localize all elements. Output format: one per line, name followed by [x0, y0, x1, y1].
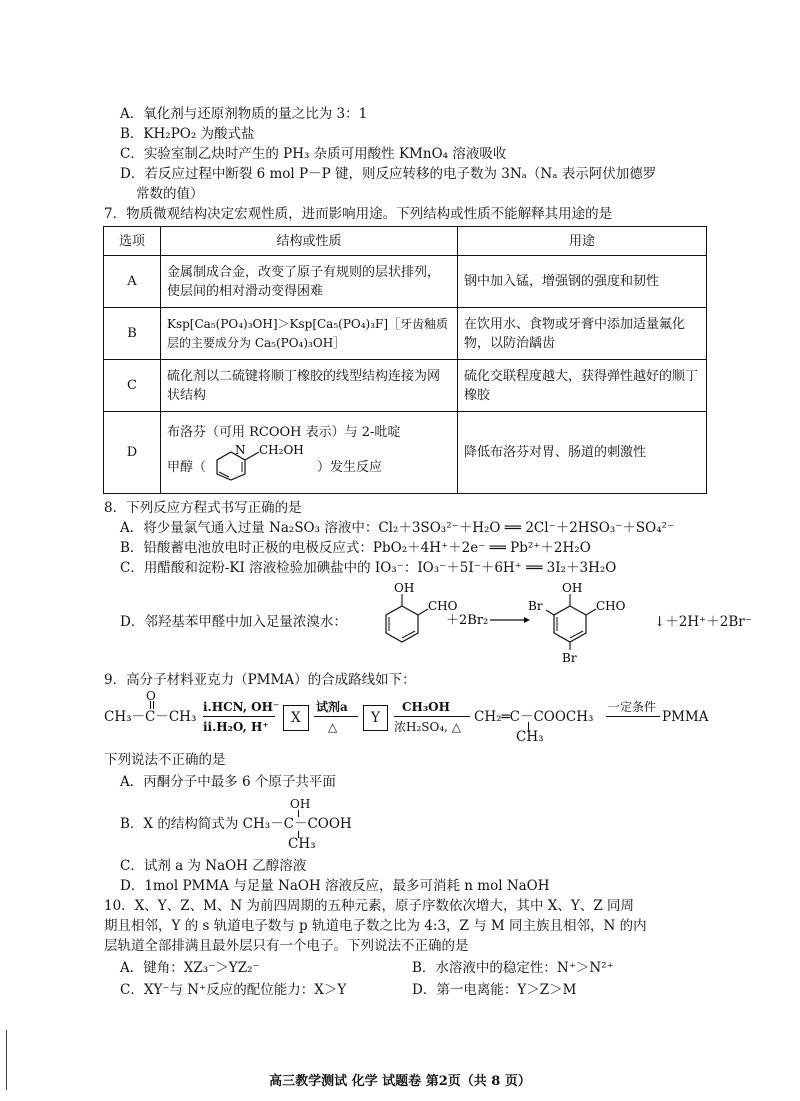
q6-option-a: A．氧化剂与还原剂物质的量之比为 3：1: [120, 106, 368, 122]
acetone-formula: CH₃－C－CH₃: [104, 709, 197, 725]
pyridine-methanol-structure: [211, 442, 331, 482]
step1-reagents-bottom: ii.H₂O, H⁺: [203, 720, 269, 734]
q7-stem: 7．物质微观结构决定宏观性质，进而影响用途。下列结构或性质不能解释其用途的是: [104, 206, 613, 222]
ch2oh-label: CH₂OH: [259, 443, 304, 457]
row-use: 硫化交联程度越大，获得弹性越好的顺丁橡胶: [458, 360, 707, 412]
q10-option-a: A．键角：XZ₃⁻＞YZ₂⁻: [120, 960, 260, 976]
q8-option-c: C．用醋酸和淀粉-KI 溶液检验加碘盐中的 IO₃⁻：IO₃⁻＋5I⁻＋6H⁺ ══ 3I₂＋3H₂O: [120, 560, 617, 576]
table-row: [104, 308, 707, 360]
q10-stem-line-1: 10．X、Y、Z、M、N 为前四周期的五种元素，原子序数依次增大，其中 X、Y、Z 同周: [104, 898, 634, 914]
q8-option-a: A．将少量氯气通入过量 Na₂SO₃ 溶液中：Cl₂＋3SO₃²⁻＋H₂O ══ 2Cl⁻＋2HSO₃⁻＋SO₄²⁻: [120, 520, 675, 536]
product-cho-label: CHO: [596, 599, 626, 613]
q9-option-b: B．X 的结构简式为 CH₃－C－COOH: [120, 816, 352, 832]
acetone-o-label: O: [146, 689, 156, 703]
intermediate-x-box: X: [283, 705, 309, 731]
q9-option-c: C．试剂 a 为 NaOH 乙醇溶液: [120, 858, 307, 874]
product-br-para-label: Br: [562, 651, 577, 662]
step2-condition-bottom: △: [328, 720, 338, 734]
step3-reagent-top: CH₃OH: [402, 700, 450, 714]
row-option: A: [104, 256, 161, 308]
q10-option-c: C．XY⁻与 N⁺反应的配位能力：X＞Y: [120, 982, 347, 998]
step1-reagents-top: i.HCN, OH⁻: [203, 700, 280, 714]
step4-condition-top: 一定条件: [608, 700, 657, 714]
q9-option-a: A．丙酮分子中最多 6 个原子共平面: [120, 774, 336, 790]
q8-option-d: D．邻羟基苯甲醛中加入足量浓溴水：: [120, 614, 347, 630]
q8-d-reaction-structures: [372, 578, 692, 662]
row-option: C: [104, 360, 161, 412]
row-structure: Ksp[Ca₅(PO₄)₃OH]＞Ksp[Ca₅(PO₄)₃F]［牙齿釉质层的主要成分为 Ca₅(PO₄)₃OH］: [161, 308, 458, 360]
row-d-line-2: [167, 442, 451, 482]
q6-option-d-continued: 常数的值）: [136, 186, 204, 202]
row-use: 在饮用水、食物或牙膏中添加适量氟化物，以防治龋齿: [458, 308, 707, 360]
reactant-oh-label: OH: [394, 581, 415, 595]
row-structure: 金属制成合金，改变了原子有规则的层状排列，使层间的相对滑动变得困难: [161, 256, 458, 308]
pmma-label: PMMA: [662, 709, 709, 725]
row-use: 钢中加入锰，增强钢的强度和韧性: [458, 256, 707, 308]
table-header-row: [104, 227, 707, 256]
q6-option-c: C．实验室制乙炔时产生的 PH₃ 杂质可用酸性 KMnO₄ 溶液吸收: [120, 146, 507, 162]
q7-table: [103, 226, 707, 494]
mma-formula: CH₂═C－COOCH₃: [474, 709, 594, 725]
q10-stem-line-3: 层轨道全部排满且最外层只有一个电子。下列说法不正确的是: [104, 938, 469, 954]
q6-option-b: B．KH₂PO₂ 为酸式盐: [120, 126, 255, 142]
row-option: B: [104, 308, 161, 360]
table-row: [104, 412, 707, 494]
q8-stem: 8．下列反应方程式书写正确的是: [104, 500, 302, 516]
q9-option-d: D．1mol PMMA 与足量 NaOH 溶液反应，最多可消耗 n mol NaOH: [120, 878, 550, 894]
br2-label: ＋2Br₂: [446, 613, 489, 628]
q10-option-d: D．第一电离能：Y＞Z＞M: [412, 982, 577, 998]
intermediate-y-box: Y: [363, 705, 388, 731]
x-oh-label: OH: [290, 797, 311, 811]
step3-condition-bottom: 浓H₂SO₄, △: [394, 720, 462, 734]
reactant-cho-label: CHO: [428, 599, 458, 613]
row-d-text-2a: 甲醇（: [167, 460, 207, 475]
step4-arrow: [606, 716, 660, 717]
q10-stem-line-2: 期且相邻，Y 的 s 轨道电子数与 p 轨道电子数之比为 4:3，Z 与 M 同主族且相邻，N 的内: [104, 918, 647, 934]
pyridine-nitrogen-label: N: [235, 443, 246, 457]
page-footer: 高三教学测试 化学 试题卷 第2页（共 8 页）: [269, 1074, 531, 1089]
q6-option-d: D．若反应过程中断裂 6 mol P－P 键，则反应转移的电子数为 3Nₐ（Nₐ 表示阿伏加德罗: [120, 166, 657, 182]
q10-option-b: B．水溶液中的稳定性：N⁺＞N²⁺: [412, 960, 614, 976]
table-row: [104, 360, 707, 412]
step2-reagent-top: 试剂a: [316, 700, 348, 714]
row-use: 降低布洛芬对胃、肠道的刺激性: [458, 412, 707, 494]
row-d-text-2b: ）发生反应: [317, 460, 383, 475]
header-structure: 结构或性质: [161, 227, 458, 256]
q8-d-tail: ↓＋2H⁺＋2Br⁻: [654, 614, 752, 630]
q9-stem: 9．高分子材料亚克力（PMMA）的合成路线如下：: [104, 672, 416, 688]
product-br-ortho-label: Br: [528, 599, 543, 613]
mma-methyl-label: CH₃: [516, 729, 544, 745]
row-structure: 硫化剂以二硫键将顺丁橡胶的线型结构连接为网状结构: [161, 360, 458, 412]
row-option: D: [104, 412, 161, 494]
scan-edge-line: [6, 1030, 7, 1090]
row-structure: [161, 412, 458, 494]
header-option: 选项: [104, 227, 161, 256]
q8-option-b: B．铅酸蓄电池放电时正极的电极反应式：PbO₂＋4H⁺＋2e⁻ ══ Pb²⁺＋2H₂O: [120, 540, 591, 556]
product-oh-label: OH: [562, 581, 583, 595]
header-use: 用途: [458, 227, 707, 256]
row-d-text-1: 布洛芬（可用 RCOOH 表示）与 2-吡啶: [167, 425, 401, 440]
table-row: [104, 256, 707, 308]
q9-question: 下列说法不正确的是: [104, 752, 226, 768]
x-ch3-label: CH₃: [288, 836, 316, 852]
